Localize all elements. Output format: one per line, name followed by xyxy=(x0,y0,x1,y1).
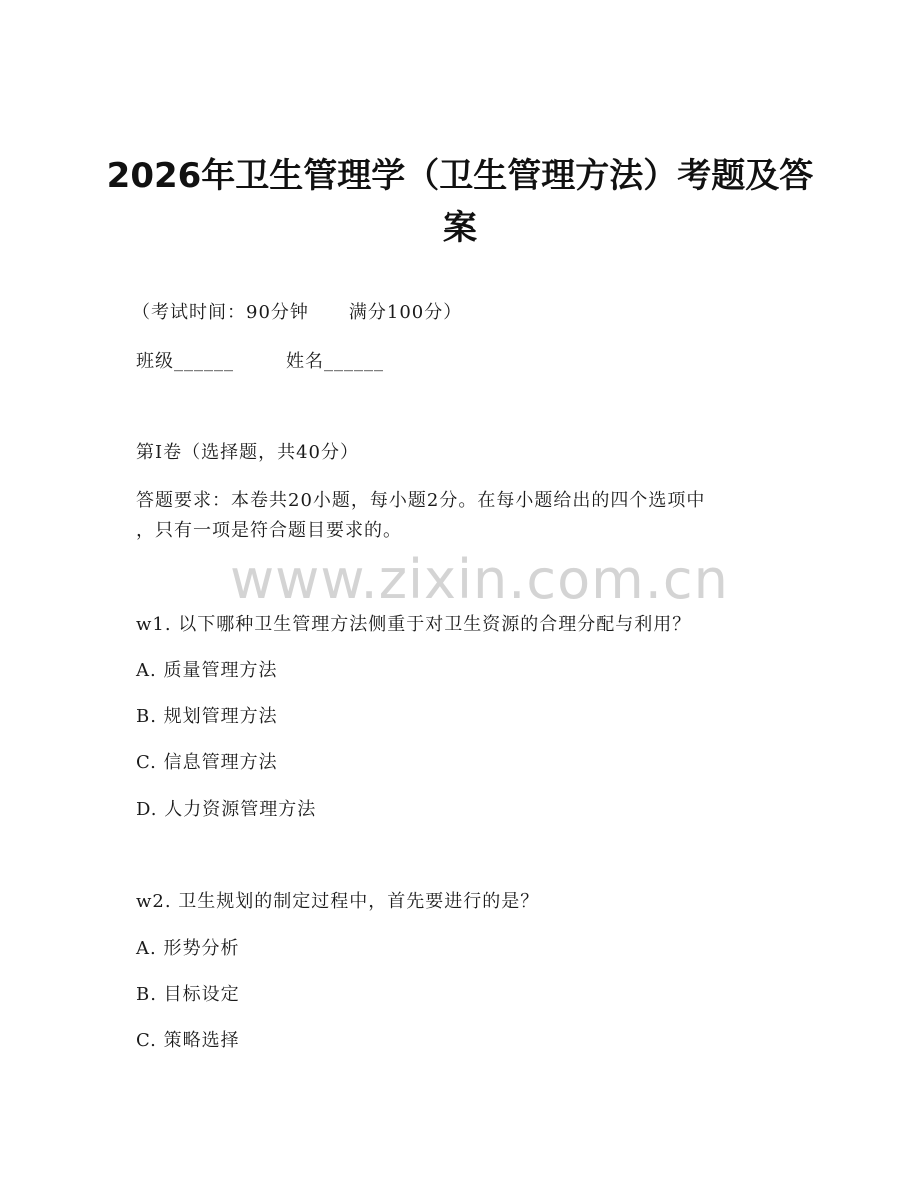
question-2-option-c: C. 策略选择 xyxy=(136,1030,240,1051)
question-2-option-b: B. 目标设定 xyxy=(136,984,240,1005)
question-1-option-c: C. 信息管理方法 xyxy=(136,752,278,773)
name-field: 姓名______ xyxy=(286,351,384,372)
instructions-line-2: ，只有一项是符合题目要求的。 xyxy=(136,520,402,541)
instructions-line-1: 答题要求：本卷共20小题，每小题2分。在每小题给出的四个选项中 xyxy=(136,490,706,511)
student-info-line xyxy=(136,349,384,375)
question-1-option-d: D. 人力资源管理方法 xyxy=(136,799,317,820)
question-1-option-a: A. 质量管理方法 xyxy=(136,660,278,681)
question-2-option-a: A. 形势分析 xyxy=(136,938,240,959)
watermark: www.zixin.com.cn xyxy=(230,548,729,611)
document-title: 2026年卫生管理学（卫生管理方法）考题及答案 xyxy=(106,156,814,248)
section-heading: 第I卷（选择题，共40分） xyxy=(136,442,360,463)
question-stem-1: w1. 以下哪种卫生管理方法侧重于对卫生资源的合理分配与利用？ xyxy=(136,614,692,635)
question-1-option-b: B. 规划管理方法 xyxy=(136,706,278,727)
class-field: 班级______ xyxy=(136,351,234,372)
full-score: 满分100分） xyxy=(348,302,463,323)
exam-info-line xyxy=(132,300,462,326)
exam-time: （考试时间：90分钟 xyxy=(132,302,309,323)
question-stem-2: w2. 卫生规划的制定过程中，首先要进行的是？ xyxy=(136,891,540,912)
